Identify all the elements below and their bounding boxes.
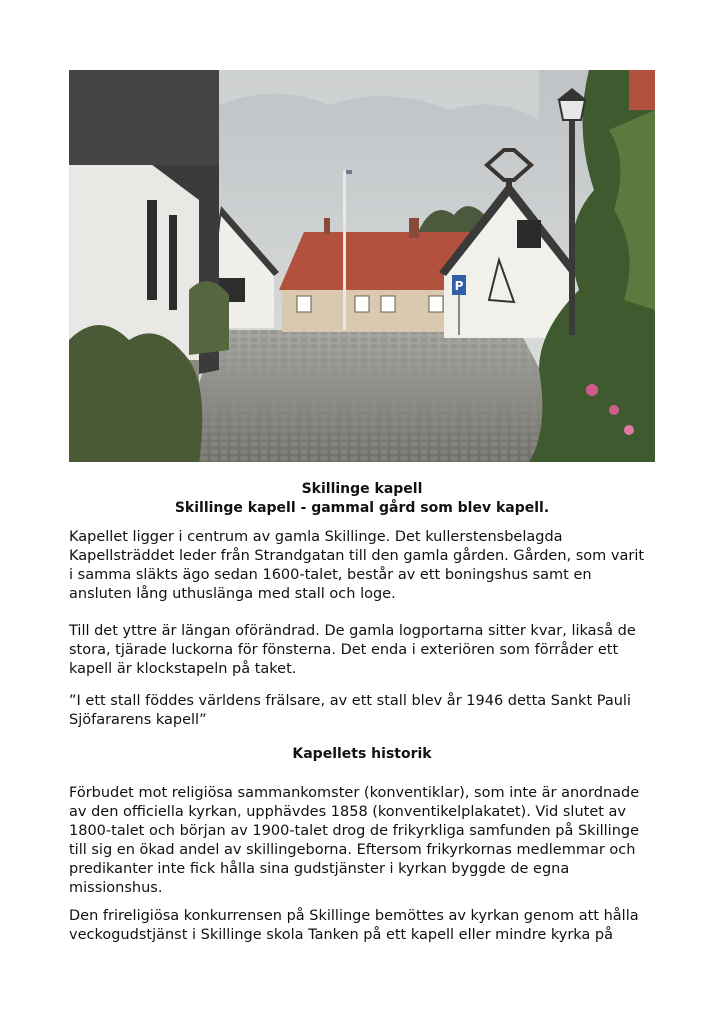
quote-paragraph: [69, 692, 669, 730]
exterior-paragraph: [69, 622, 669, 679]
title-block: [69, 480, 655, 518]
text-line: stora, tjärade luckorna för fönsterna. Det enda i exteriören som förråder ett: [69, 642, 619, 658]
text-line: av den officiella kyrkan, upphävdes 1858 (konventikelplakatet). Vid slutet av: [69, 804, 627, 820]
parking-sign-letter: P: [454, 279, 464, 293]
text-line: Den frireligiösa konkurrensen på Skillinge bemöttes av kyrkan genom att hålla: [69, 908, 639, 924]
text-line: Sjöfararens kapell”: [69, 712, 207, 728]
text-line: Kapellet ligger i centrum av gamla Skillinge. Det kullerstensbelagda: [69, 529, 563, 545]
section-heading-history: Kapellets historik: [292, 746, 432, 762]
text-line: 1800-talet och början av 1900-talet drog de frikyrkliga samfunden på Skillinge: [69, 823, 640, 839]
text-line: predikanter inte fick hålla sina gudstjänster i kyrkan byggde de egna: [69, 861, 570, 877]
text-line: kapell är klockstapeln på taket.: [69, 661, 297, 677]
text-line: Förbudet mot religiösa sammankomster (konventiklar), som inte är anordnade: [69, 785, 640, 801]
chapel-street-photo: [69, 70, 655, 462]
intro-paragraph: [69, 528, 669, 604]
history-paragraph: [69, 784, 669, 898]
text-line: ”I ett stall föddes världens frälsare, av ett stall blev år 1946 detta Sankt Pauli: [69, 693, 631, 709]
page-subtitle: Skillinge kapell - gammal gård som blev kapell.: [174, 500, 550, 516]
text-line: till sig en ökad andel av skillingeborna. Eftersom frikyrkornas medlemmar och: [69, 842, 636, 858]
text-line: Kapellsträddet leder från Strandgatan till den gamla gården. Gården, som varit: [69, 548, 645, 564]
text-line: ansluten lång uthuslänga med stall och loge.: [69, 586, 396, 602]
text-line: missionshus.: [69, 880, 163, 896]
competition-paragraph: [69, 907, 669, 945]
text-line: Till det yttre är längan oförändrad. De gamla logportarna sitter kvar, likaså de: [69, 623, 636, 639]
text-line: veckogudstjänst i Skillinge skola Tanken på ett kapell eller mindre kyrka på: [69, 927, 614, 943]
text-line: i samma släkts ägo sedan 1600-talet, består av ett boningshus samt en: [69, 567, 592, 583]
page-title: Skillinge kapell: [301, 481, 423, 497]
